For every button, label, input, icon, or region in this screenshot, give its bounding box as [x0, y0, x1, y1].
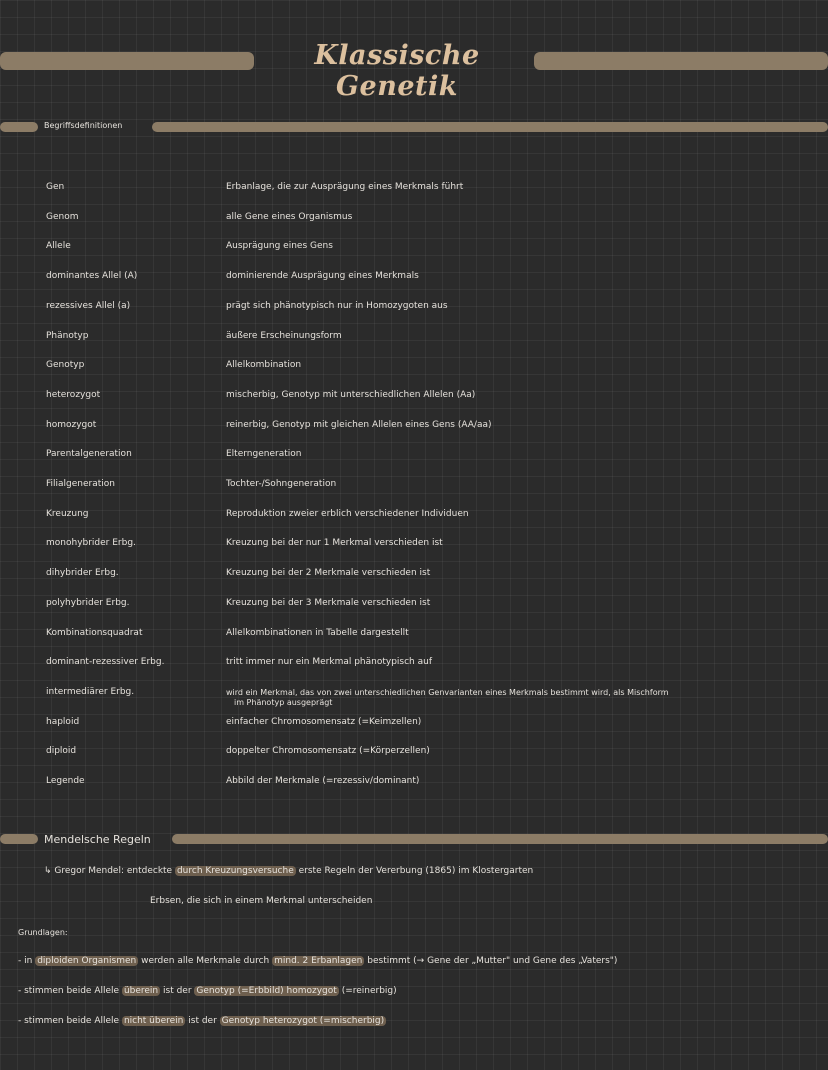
bullet1-c: bestimmt (→ Gene der „Mutter" und Gene des „Vaters") [367, 956, 618, 966]
definition-text: Elterngeneration [226, 449, 302, 459]
definition-term: dominant-rezessiver Erbg. [46, 657, 165, 667]
bullet3-a: - stimmen beide Allele [18, 1016, 120, 1026]
bullet-diploid [18, 956, 617, 966]
highlight-kreuzungsversuche: durch Kreuzungsversuche [176, 866, 294, 876]
bullet3-b: ist der [188, 1016, 217, 1026]
definition-text: tritt immer nur ein Merkmal phänotypisch auf [226, 657, 433, 667]
section1-bar-right [152, 122, 828, 132]
definition-term: monohybrider Erbg. [46, 538, 136, 548]
definition-term: rezessives Allel (a) [46, 301, 131, 311]
definition-term: Genom [46, 212, 79, 222]
definition-term: Phänotyp [46, 331, 89, 341]
highlight-erbanlagen: mind. 2 Erbanlagen [274, 956, 363, 966]
definition-text: doppelter Chromosomensatz (=Körperzellen) [226, 746, 430, 756]
bullet-homozygot [18, 986, 397, 996]
grundlagen-label: Grundlagen: [18, 928, 68, 937]
title-bar-right [534, 52, 828, 70]
section1-heading: Begriffsdefinitionen [44, 121, 123, 130]
definition-text: Allelkombinationen in Tabelle dargestellt [226, 628, 409, 638]
definition-text: einfacher Chromosomensatz (=Keimzellen) [226, 717, 422, 727]
definition-term: Allele [46, 241, 71, 251]
definition-text: Kreuzung bei der 3 Merkmale verschieden ist [226, 598, 431, 608]
bullet1-b: werden alle Merkmale durch [141, 956, 270, 966]
definition-text: äußere Erscheinungsform [226, 331, 342, 341]
section2-bar-right [172, 834, 828, 844]
definition-text: Erbanlage, die zur Ausprägung eines Merkmals führt [226, 182, 464, 192]
definition-term: Filialgeneration [46, 479, 115, 489]
bullet1-a: - in [18, 956, 33, 966]
section2-bar-left [0, 834, 38, 844]
bullet2-a: - stimmen beide Allele [18, 986, 120, 996]
definition-term: homozygot [46, 420, 97, 430]
definition-text: reinerbig, Genotyp mit gleichen Allelen eines Gens (AA/aa) [226, 420, 492, 430]
highlight-ueberein: überein [123, 986, 159, 996]
page-title: Klassische Genetik [314, 40, 480, 102]
section2-heading: Mendelsche Regeln [44, 833, 151, 846]
highlight-nicht-ueberein: nicht überein [123, 1016, 184, 1026]
definition-text: Kreuzung bei der nur 1 Merkmal verschieden ist [226, 538, 443, 548]
definition-term: intermediärer Erbg. [46, 687, 135, 697]
definition-term: diploid [46, 746, 77, 756]
definition-text: Kreuzung bei der 2 Merkmale verschieden ist [226, 568, 431, 578]
definition-text: mischerbig, Genotyp mit unterschiedlichen Allelen (Aa) [226, 390, 476, 400]
definition-term: dominantes Allel (A) [46, 271, 138, 281]
definition-text: dominierende Ausprägung eines Merkmals [226, 271, 419, 281]
mendel-intro-suffix: erste Regeln der Vererbung (1865) im Klostergarten [298, 866, 534, 876]
definition-term: Kombinationsquadrat [46, 628, 143, 638]
definition-text: Reproduktion zweier erblich verschiedener Individuen [226, 509, 469, 519]
definition-term: Parentalgeneration [46, 449, 132, 459]
definition-text: Abbild der Merkmale (=rezessiv/dominant) [226, 776, 420, 786]
highlight-genotyp-heterozygot: Genotyp heterozygot (=mischerbig) [221, 1016, 385, 1026]
mendel-intro-prefix: ↳ Gregor Mendel: entdeckte [44, 866, 173, 876]
mendel-intro-line2: Erbsen, die sich in einem Merkmal unterscheiden [150, 896, 373, 906]
bullet2-b: ist der [163, 986, 192, 996]
definition-text: alle Gene eines Organismus [226, 212, 353, 222]
bullet2-c: (=reinerbig) [341, 986, 397, 996]
definition-term: polyhybrider Erbg. [46, 598, 130, 608]
definition-term: haploid [46, 717, 80, 727]
definition-term: Gen [46, 182, 65, 192]
definition-term: Genotyp [46, 360, 85, 370]
definition-text: wird ein Merkmal, das von zwei unterschiedlichen Genvarianten eines Merkmals bestimmt wird, als Mischform [226, 688, 669, 697]
definition-term: dihybrider Erbg. [46, 568, 119, 578]
definition-text: prägt sich phänotypisch nur in Homozygoten aus [226, 301, 448, 311]
highlight-diploid: diploiden Organismen [37, 956, 137, 966]
definition-text: Allelkombination [226, 360, 302, 370]
definition-text: Tochter-/Sohngeneration [226, 479, 337, 489]
highlight-genotyp-homozygot: Genotyp (=Erbbild) homozygot [196, 986, 337, 996]
definition-text-continued: im Phänotyp ausgeprägt [234, 698, 333, 707]
definition-text: Ausprägung eines Gens [226, 241, 333, 251]
section1-bar-left [0, 122, 38, 132]
definition-term: Kreuzung [46, 509, 89, 519]
definition-term: heterozygot [46, 390, 101, 400]
definition-term: Legende [46, 776, 85, 786]
title-bar-left [0, 52, 254, 70]
bullet-heterozygot [18, 1016, 386, 1026]
mendel-intro [44, 866, 533, 876]
